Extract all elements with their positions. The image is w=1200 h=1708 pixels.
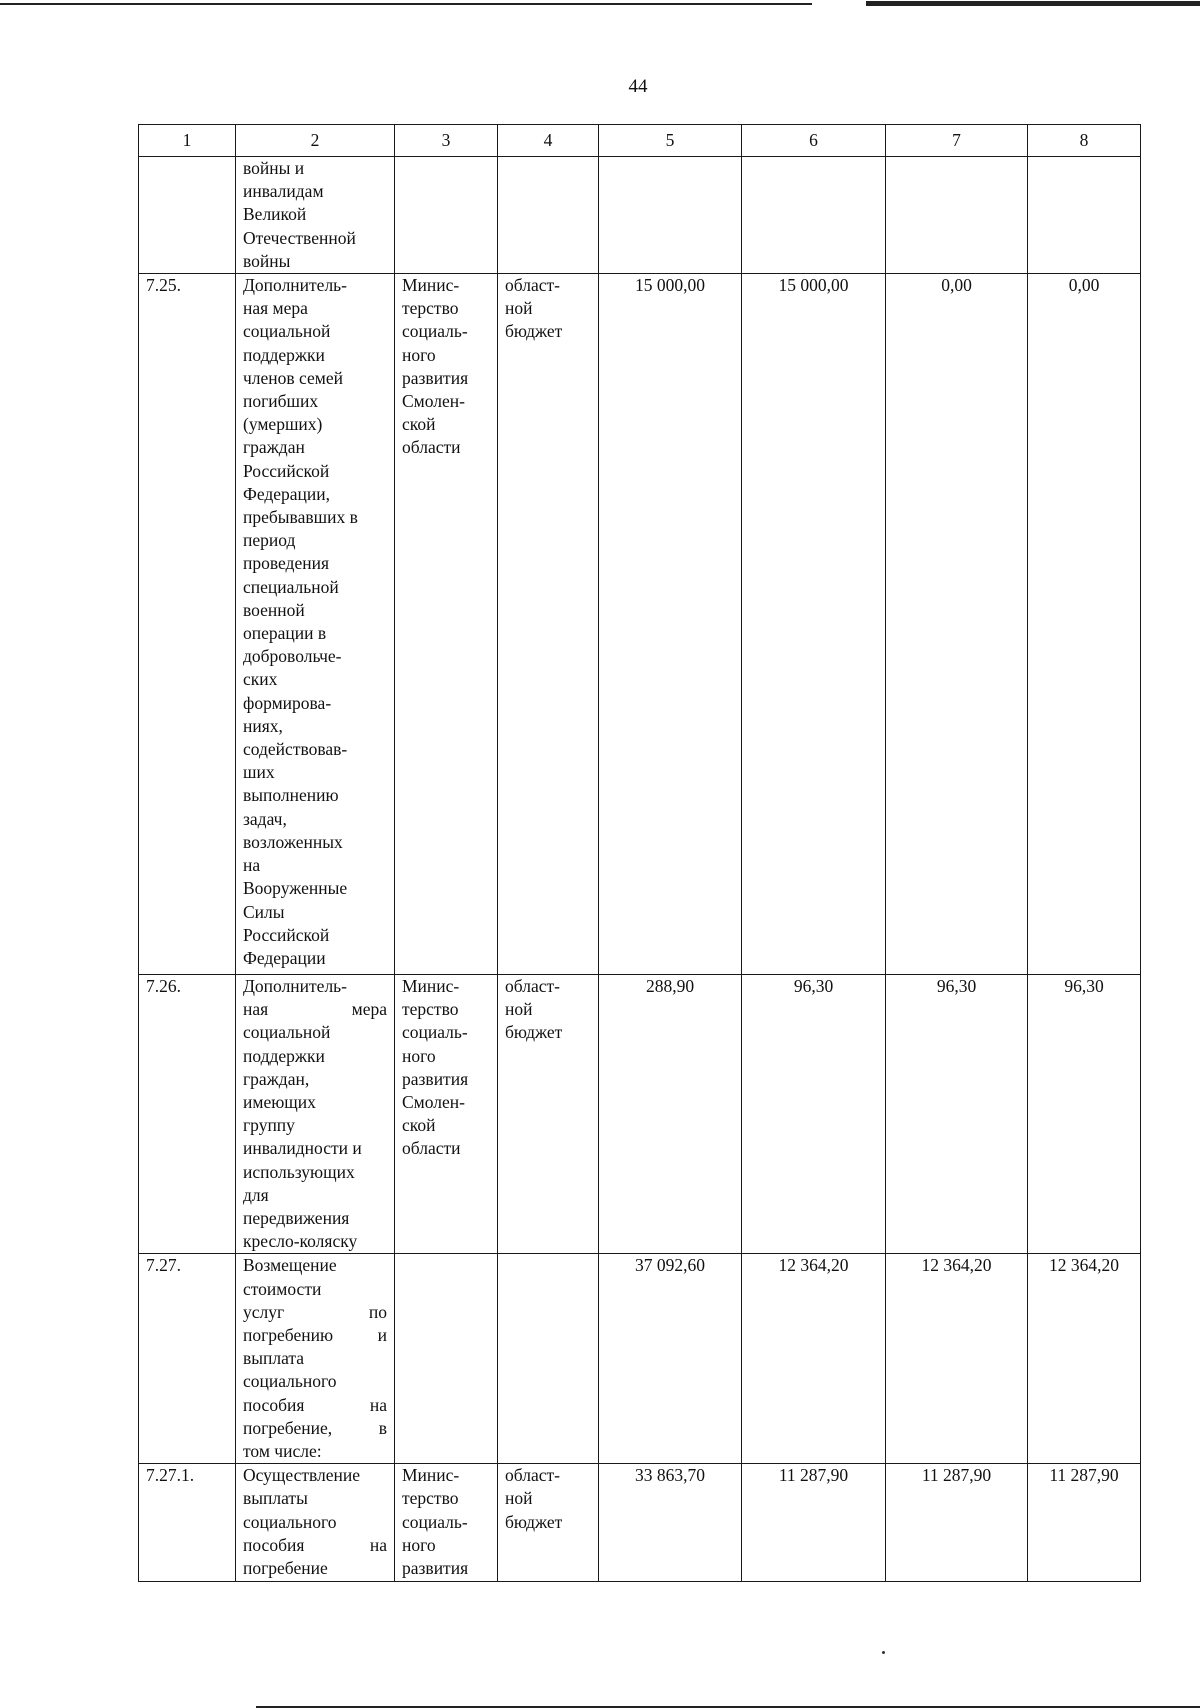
source-line: ной (505, 298, 533, 319)
description-line: граждан, (243, 1068, 310, 1089)
description-line: ниях, (243, 715, 283, 736)
source-line: бюджет (505, 1022, 563, 1043)
row-description (236, 157, 395, 274)
scan-edge-top-left (0, 3, 812, 5)
row-year2: 0,00 (886, 274, 1028, 975)
header-cell-8: 8 (1028, 125, 1141, 157)
description-line: Дополнитель- (243, 275, 347, 296)
description-line: проведения (243, 553, 330, 574)
description-line: Вооруженные (243, 878, 348, 899)
row-code: 7.26. (139, 975, 236, 1254)
data-table (138, 124, 1141, 1582)
row-total: 15 000,00 (599, 274, 742, 975)
row-code: 7.25. (139, 274, 236, 975)
scan-edge-top-right (866, 1, 1200, 6)
row-responsible (395, 157, 498, 274)
responsible-line: ного (402, 1534, 436, 1555)
description-line: Российской (243, 924, 330, 945)
description-line: социального (243, 1371, 337, 1392)
row-source (498, 1254, 599, 1464)
description-line: погибших (243, 391, 319, 412)
responsible-line: области (402, 1138, 461, 1159)
row-code: 7.27. (139, 1254, 236, 1464)
row-year1: 11 287,90 (742, 1464, 886, 1582)
row-responsible (395, 1464, 498, 1582)
description-line: социальной (243, 321, 331, 342)
description-line: Федерации (243, 947, 326, 968)
row-total (599, 157, 742, 274)
responsible-line: терство (402, 999, 459, 1020)
row-year3: 11 287,90 (1028, 1464, 1141, 1582)
description-line: возложенных (243, 831, 343, 852)
row-year3 (1028, 157, 1141, 274)
responsible-line: социаль- (402, 1511, 468, 1532)
source-line: област- (505, 976, 560, 997)
row-year2: 12 364,20 (886, 1254, 1028, 1464)
description-line: ная мера (243, 298, 308, 319)
responsible-line: ного (402, 344, 436, 365)
description-line: услуг по (243, 1301, 387, 1322)
source-line: бюджет (505, 321, 563, 342)
description-line: специальной (243, 576, 339, 597)
table-row (139, 975, 1141, 1254)
header-cell-4: 4 (498, 125, 599, 157)
description-line: выполнению (243, 785, 339, 806)
row-source (498, 274, 599, 975)
row-description (236, 274, 395, 975)
responsible-line: ской (402, 414, 436, 435)
row-year3: 12 364,20 (1028, 1254, 1141, 1464)
description-line: формирова- (243, 692, 332, 713)
description-line: Отечественной (243, 227, 356, 248)
description-line: (умерших) (243, 414, 323, 435)
source-line: бюджет (505, 1511, 563, 1532)
row-total: 37 092,60 (599, 1254, 742, 1464)
description-line: погребение, в (243, 1417, 387, 1438)
row-total: 288,90 (599, 975, 742, 1254)
row-year1: 12 364,20 (742, 1254, 886, 1464)
header-cell-6: 6 (742, 125, 886, 157)
description-line: социального (243, 1511, 337, 1532)
description-line: войны (243, 250, 291, 271)
description-line: на (243, 855, 261, 876)
description-line: ших (243, 762, 275, 783)
responsible-line: Минис- (402, 976, 460, 997)
description-line: военной (243, 599, 305, 620)
description-line: Великой (243, 204, 307, 225)
row-code (139, 157, 236, 274)
responsible-line: ской (402, 1115, 436, 1136)
row-responsible (395, 975, 498, 1254)
row-year2 (886, 157, 1028, 274)
responsible-line: Смолен- (402, 1092, 465, 1113)
table-row (139, 157, 1141, 274)
header-cell-1: 1 (139, 125, 236, 157)
description-line: добровольче- (243, 646, 342, 667)
description-line: том числе: (243, 1441, 322, 1462)
source-line: област- (505, 1465, 560, 1486)
description-line: социальной (243, 1022, 331, 1043)
description-line: группу (243, 1115, 295, 1136)
description-line: задач, (243, 808, 287, 829)
header-cell-3: 3 (395, 125, 498, 157)
row-source (498, 157, 599, 274)
page-number: 44 (628, 76, 648, 97)
description-line: имеющих (243, 1092, 316, 1113)
description-line: Силы (243, 901, 285, 922)
responsible-line: Минис- (402, 275, 460, 296)
responsible-line: социаль- (402, 1022, 468, 1043)
description-line: выплата (243, 1348, 305, 1369)
row-source (498, 975, 599, 1254)
row-year1: 15 000,00 (742, 274, 886, 975)
responsible-line: ного (402, 1045, 436, 1066)
description-line: инвалидности и (243, 1138, 362, 1159)
header-cell-2: 2 (236, 125, 395, 157)
header-cell-5: 5 (599, 125, 742, 157)
description-line: выплаты (243, 1488, 308, 1509)
description-line: содействовав- (243, 739, 348, 760)
description-line: Дополнитель- (243, 976, 347, 997)
scan-speck (882, 1651, 885, 1654)
responsible-line: развития (402, 367, 469, 388)
description-line: поддержки (243, 344, 325, 365)
responsible-line: области (402, 437, 461, 458)
row-year3: 96,30 (1028, 975, 1141, 1254)
description-line: для (243, 1184, 269, 1205)
row-year2: 11 287,90 (886, 1464, 1028, 1582)
source-line: област- (505, 275, 560, 296)
description-line: пособия на (243, 1394, 387, 1415)
row-year2: 96,30 (886, 975, 1028, 1254)
description-line: Возмещение (243, 1255, 337, 1276)
row-description (236, 975, 395, 1254)
header-cell-7: 7 (886, 125, 1028, 157)
responsible-line: терство (402, 1488, 459, 1509)
description-line: погребение (243, 1558, 328, 1579)
description-line: Федерации, (243, 483, 331, 504)
responsible-line: развития (402, 1558, 469, 1579)
row-year3: 0,00 (1028, 274, 1141, 975)
row-year1: 96,30 (742, 975, 886, 1254)
description-line: инвалидам (243, 181, 324, 202)
description-line: Осуществление (243, 1465, 361, 1486)
table-row (139, 1464, 1141, 1582)
description-line: поддержки (243, 1045, 325, 1066)
description-line: период (243, 530, 296, 551)
description-line: пособия на (243, 1534, 387, 1555)
responsible-line: терство (402, 298, 459, 319)
description-line: стоимости (243, 1278, 322, 1299)
row-total: 33 863,70 (599, 1464, 742, 1582)
description-line: Российской (243, 460, 330, 481)
header-row (139, 125, 1141, 157)
description-line: граждан (243, 437, 305, 458)
description-line: ских (243, 669, 278, 690)
responsible-line: Смолен- (402, 391, 465, 412)
table-row (139, 274, 1141, 975)
row-responsible (395, 274, 498, 975)
responsible-line: социаль- (402, 321, 468, 342)
source-line: ной (505, 999, 533, 1020)
description-line: пребывавших в (243, 507, 358, 528)
description-line: войны и (243, 158, 305, 178)
description-line: кресло-коляску (243, 1231, 358, 1252)
row-description (236, 1464, 395, 1582)
row-code: 7.27.1. (139, 1464, 236, 1582)
description-line: передвижения (243, 1208, 350, 1229)
description-line: членов семей (243, 367, 344, 388)
responsible-line: развития (402, 1068, 469, 1089)
table-row (139, 1254, 1141, 1464)
responsible-line: Минис- (402, 1465, 460, 1486)
row-responsible (395, 1254, 498, 1464)
description-line: операции в (243, 623, 327, 644)
row-source (498, 1464, 599, 1582)
description-line: погребению и (243, 1325, 387, 1346)
row-year1 (742, 157, 886, 274)
source-line: ной (505, 1488, 533, 1509)
description-line: ная мера (243, 999, 387, 1020)
description-line: использующих (243, 1161, 355, 1182)
row-description (236, 1254, 395, 1464)
